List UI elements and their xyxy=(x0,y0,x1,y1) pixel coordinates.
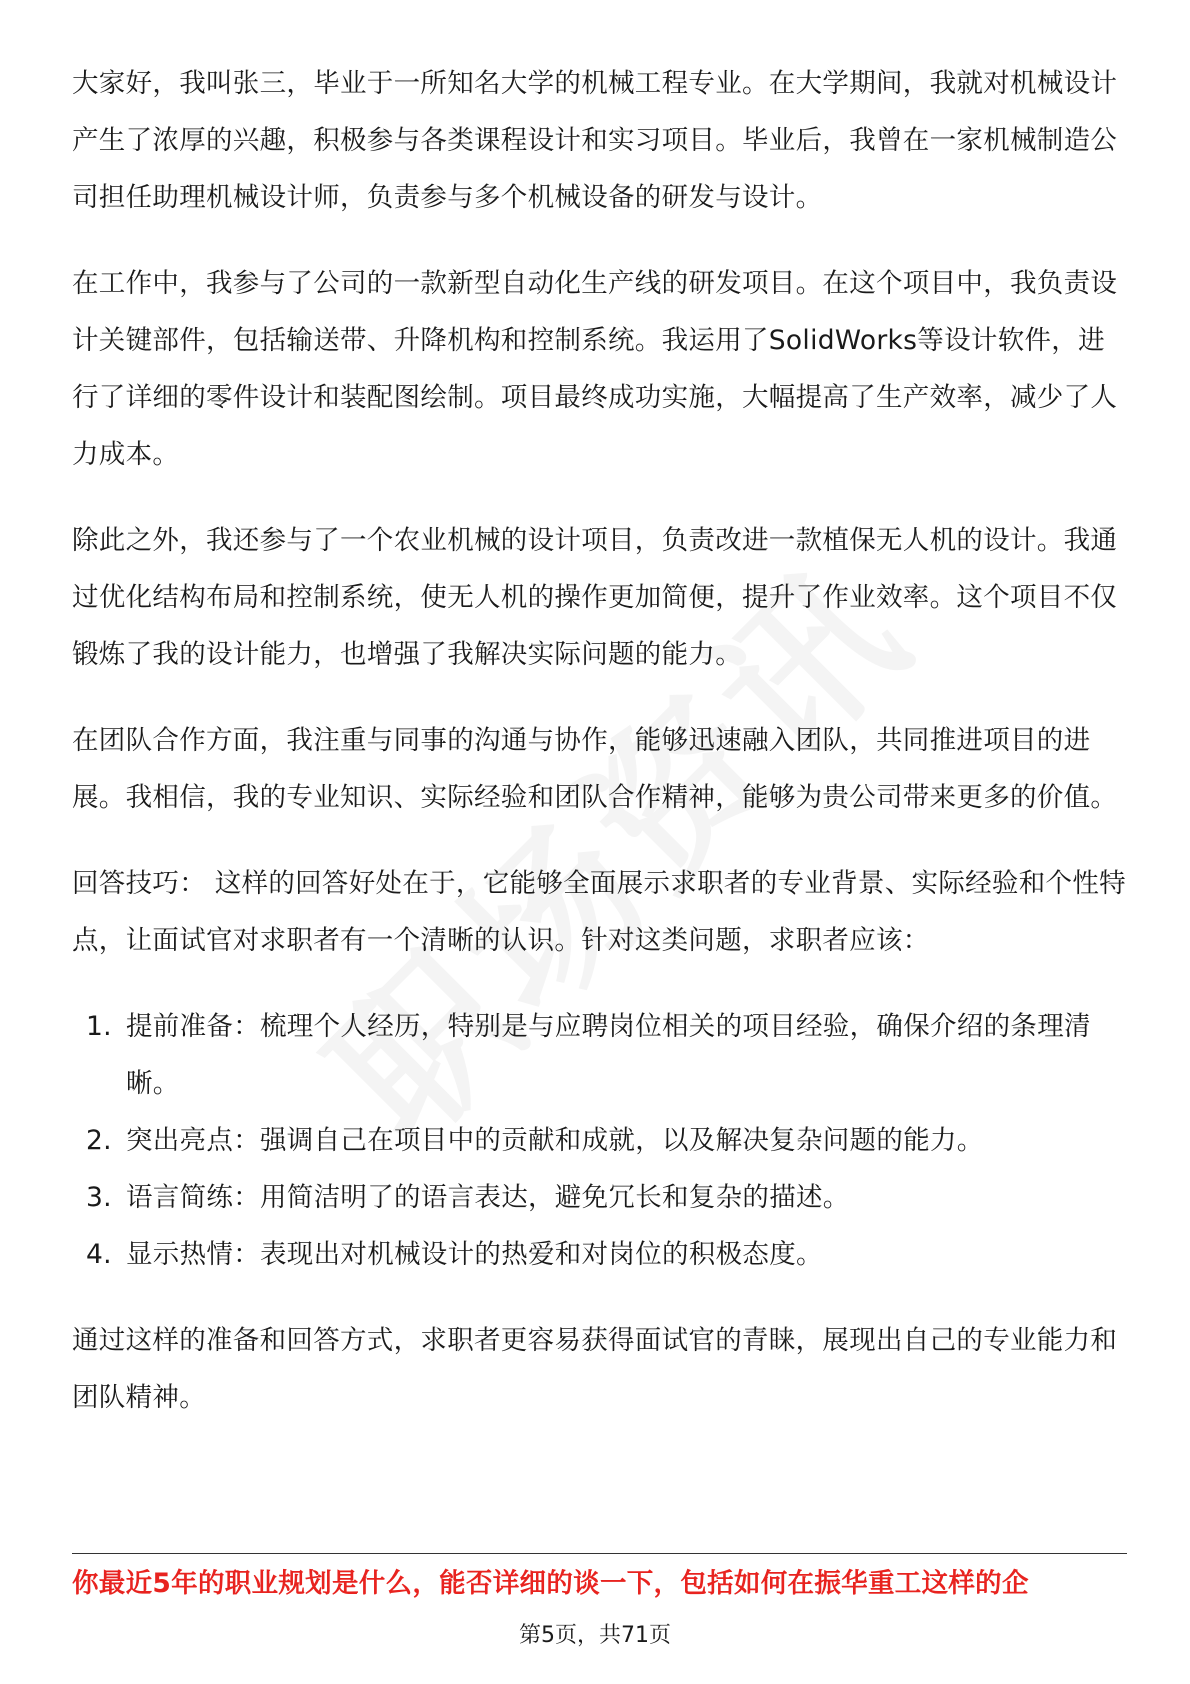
list-item xyxy=(72,1169,1127,1226)
list-item-text: 突出亮点：强调自己在项目中的贡献和成就，以及解决复杂问题的能力。 xyxy=(126,1125,984,1156)
list-number: 4. xyxy=(86,1239,112,1270)
paragraph-agri-project: 除此之外，我还参与了一个农业机械的设计项目，负责改进一款植保无人机的设计。我通过优化结构布局和控制系统，使无人机的操作更加简便，提升了作业效率。这个项目不仅锻炼了我的设计能力，也增强了我解决实际问题的能力。 xyxy=(72,525,1118,670)
paragraph-answer-tips: 回答技巧： 这样的回答好处在于，它能够全面展示求职者的专业背景、实际经验和个性特点，让面试官对求职者有一个清晰的认识。针对这类问题，求职者应该： xyxy=(72,868,1126,956)
paragraph-conclusion: 通过这样的准备和回答方式，求职者更容易获得面试官的青睐，展现出自己的专业能力和团队精神。 xyxy=(72,1325,1118,1413)
list-item xyxy=(72,998,1127,1112)
list-number: 2. xyxy=(86,1125,112,1156)
document-body xyxy=(72,55,1127,1455)
tips-list xyxy=(72,998,1127,1283)
paragraph-teamwork: 在团队合作方面，我注重与同事的沟通与协作，能够迅速融入团队，共同推进项目的进展。我相信，我的专业知识、实际经验和团队合作精神，能够为贵公司带来更多的价值。 xyxy=(72,725,1118,813)
list-item-text: 显示热情：表现出对机械设计的热爱和对岗位的积极态度。 xyxy=(126,1239,823,1270)
section-divider xyxy=(72,1553,1127,1554)
list-number: 3. xyxy=(86,1182,112,1213)
list-item xyxy=(72,1112,1127,1169)
paragraph-intro: 大家好，我叫张三，毕业于一所知名大学的机械工程专业。在大学期间，我就对机械设计产生了浓厚的兴趣，积极参与各类课程设计和实习项目。毕业后，我曾在一家机械制造公司担任助理机械设计师，负责参与多个机械设备的研发与设计。 xyxy=(72,68,1118,213)
list-item-text: 语言简练：用简洁明了的语言表达，避免冗长和复杂的描述。 xyxy=(126,1182,850,1213)
next-question-heading: 你最近5年的职业规划是什么，能否详细的谈一下，包括如何在振华重工这样的企 xyxy=(72,1568,1029,1599)
list-number: 1. xyxy=(86,1011,112,1042)
page-number: 第5页，共71页 xyxy=(519,1623,671,1648)
list-item-text: 提前准备：梳理个人经历，特别是与应聘岗位相关的项目经验，确保介绍的条理清晰。 xyxy=(126,1011,1091,1099)
list-item xyxy=(72,1226,1127,1283)
paragraph-work-project: 在工作中，我参与了公司的一款新型自动化生产线的研发项目。在这个项目中，我负责设计关键部件，包括输送带、升降机构和控制系统。我运用了SolidWorks等设计软件，进行了详细的零件设计和装配图绘制。项目最终成功实施，大幅提高了生产效率，减少了人力成本。 xyxy=(72,268,1118,470)
